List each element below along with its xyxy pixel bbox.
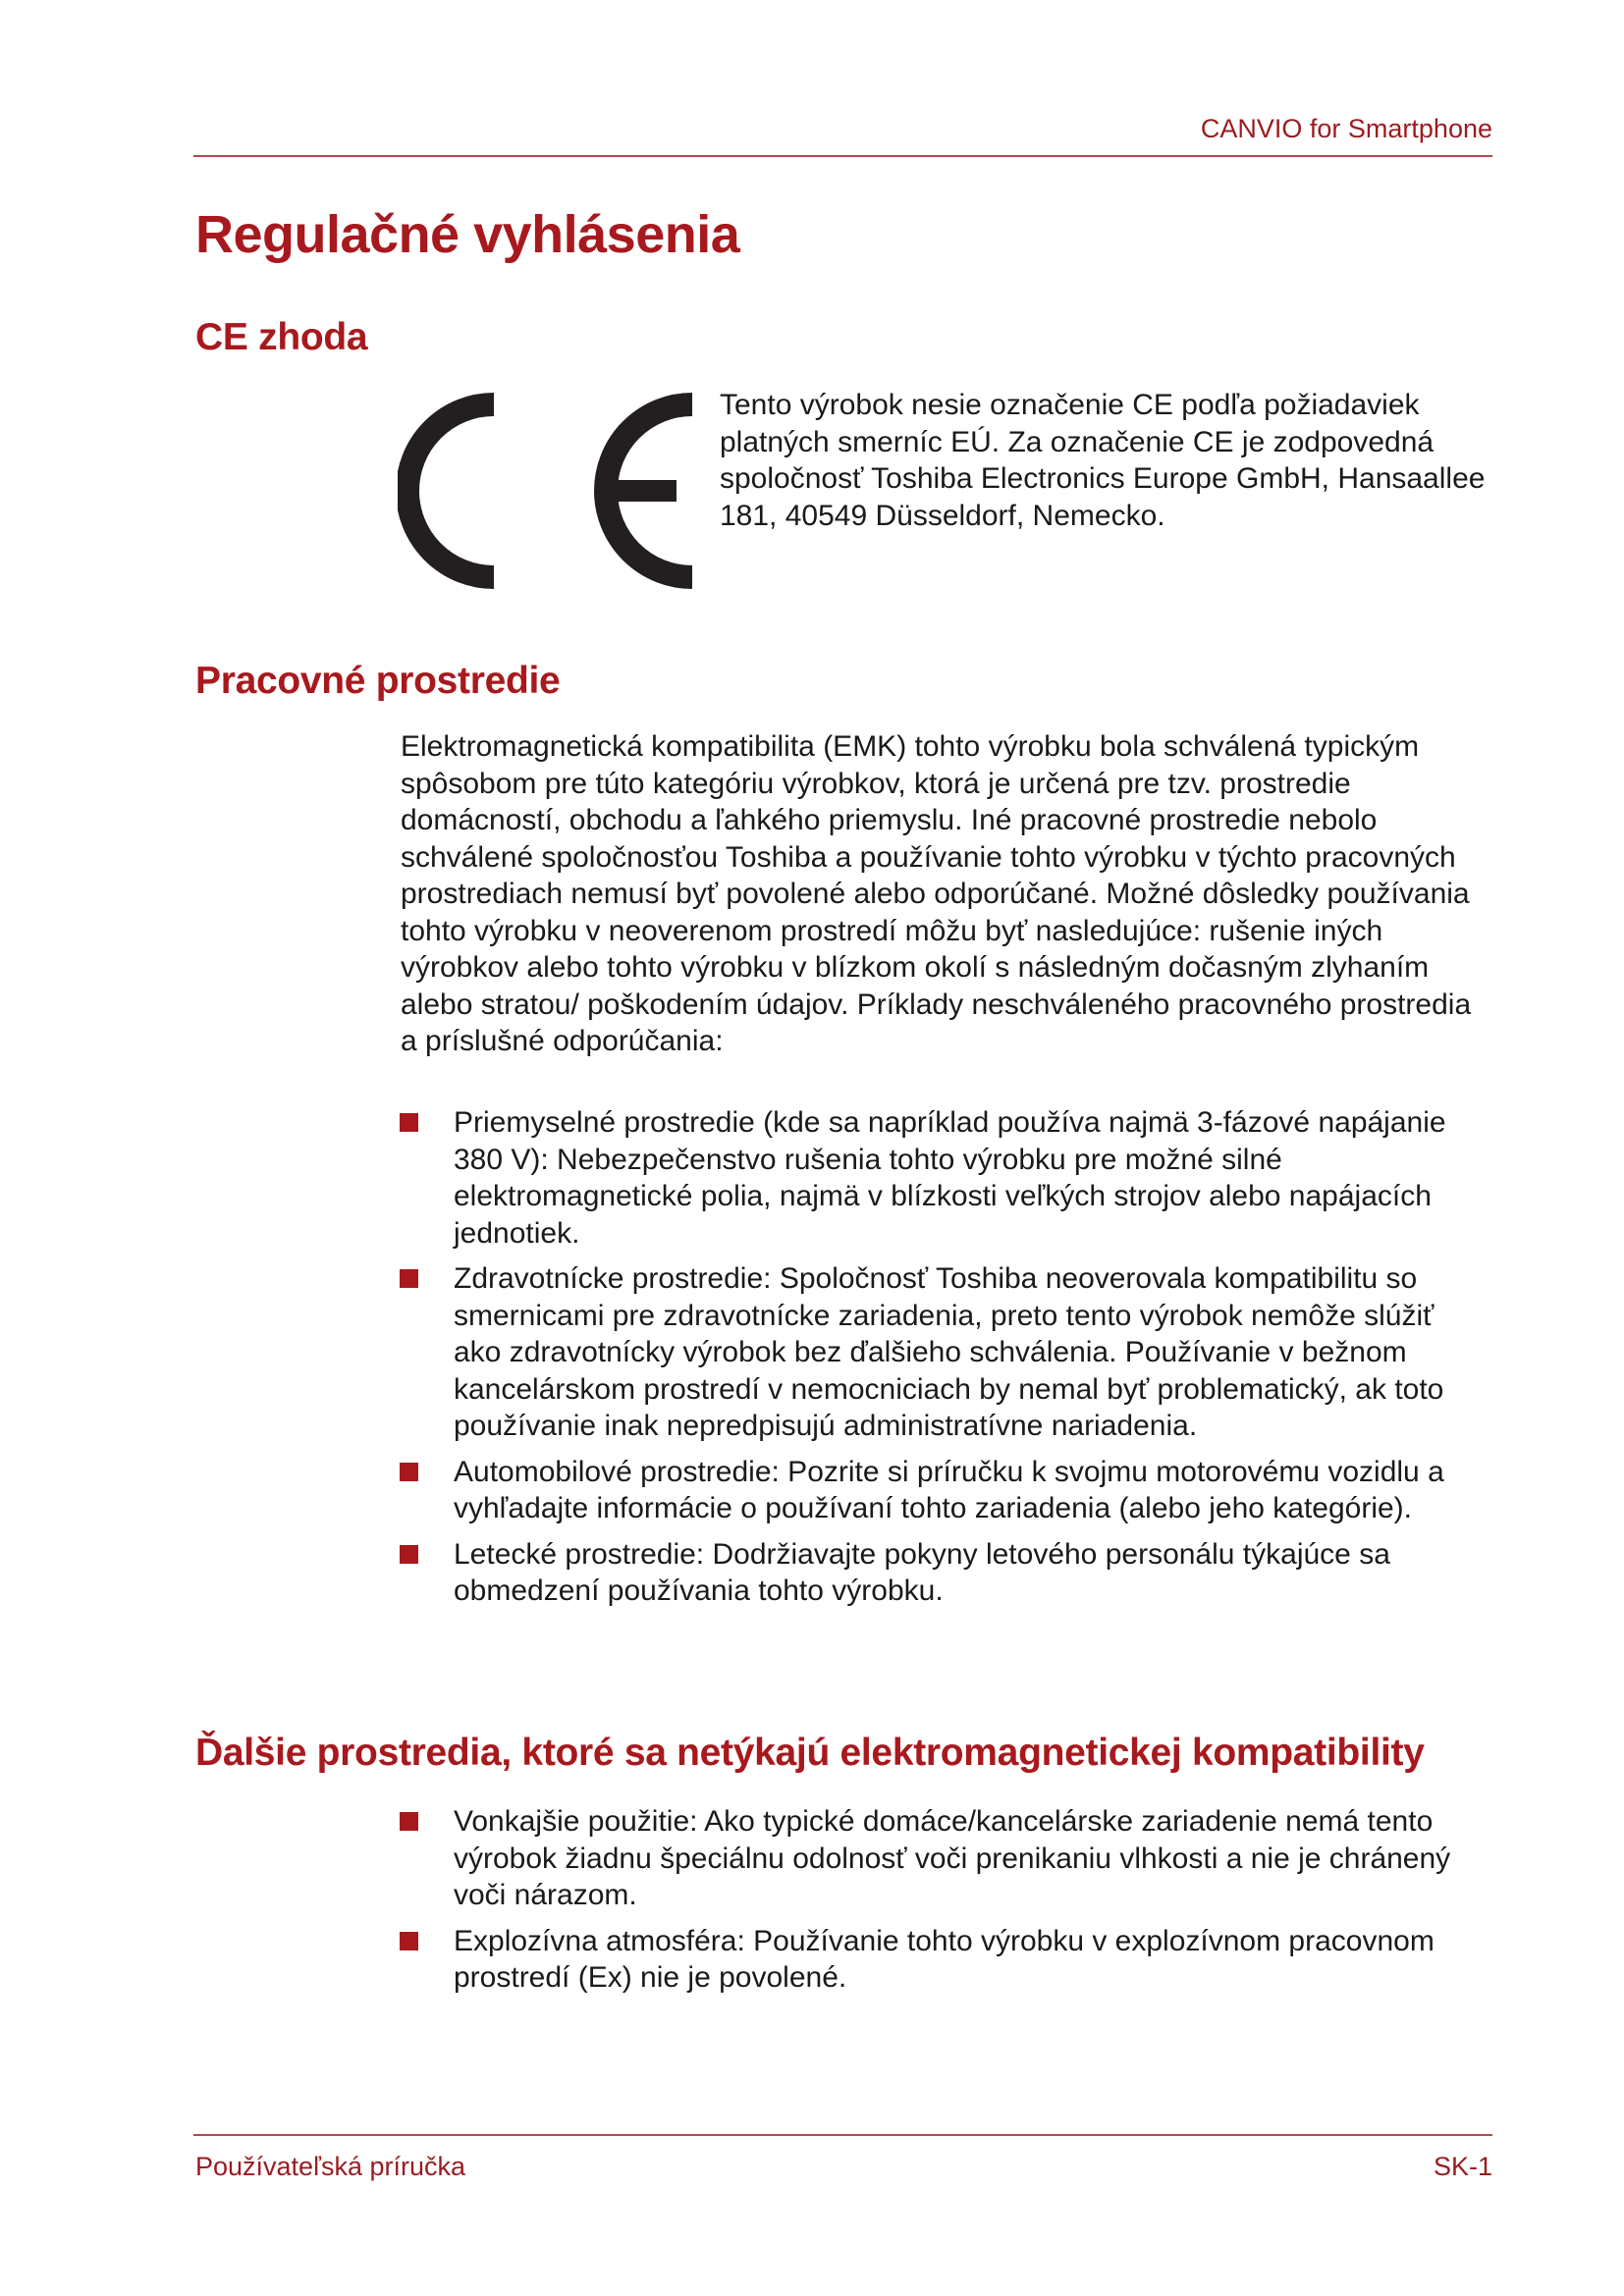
- work-env-heading: Pracovné prostredie: [195, 660, 561, 702]
- ce-heading: CE zhoda: [195, 316, 368, 358]
- work-env-intro: Elektromagnetická kompatibilita (EMK) tohto výrobku bola schválená typickým spôsobom pre túto kategóriu výrobkov, ktorá je určená pre tzv. prostredie domácností, obchodu a ľahkého priemyslu. Iné pracovné prostredie nebolo schválené spoločnosťou Toshiba a používanie tohto výrobku v týchto pracovných prostrediach nemusí byť povolené alebo odporúčané. Možné dôsledky používania tohto výrobku v neoverenom prostredí môžu byť nasledujúce: rušenie iných výrobkov alebo tohto výrobku v blízkom okolí s následným dočasným zlyhaním alebo stratou/ poškodením údajov. Príklady neschváleného pracovného prostredia a príslušné odporúčania:: [401, 730, 1472, 1057]
- list-item: [395, 1454, 1489, 1527]
- bullet-square-icon: [400, 1269, 418, 1288]
- page-number: SK-1: [1433, 2152, 1492, 2181]
- list-item: [395, 1536, 1489, 1610]
- bullet-square-icon: [400, 1463, 418, 1481]
- footer-guide-title: Používateľská príručka: [195, 2152, 465, 2181]
- bullet-square-icon: [400, 1545, 418, 1564]
- list-item-text: Automobilové prostredie: Pozrite si príručku k svojmu motorovému vozidlu a vyhľadajte informácie o používaní tohto zariadenia (alebo jeho kategórie).: [454, 1455, 1444, 1524]
- list-item-text: Letecké prostredie: Dodržiavajte pokyny letového personálu týkajúce sa obmedzení používania tohto výrobku.: [454, 1537, 1390, 1607]
- list-item: [395, 1104, 1489, 1252]
- running-header: CANVIO for Smartphone: [1200, 114, 1492, 143]
- list-item-text: Priemyselné prostredie (kde sa napríklad používa najmä 3-fázové napájanie 380 V): Nebezpečenstvo rušenia tohto výrobku pre možné silné elektromagnetické polia, najmä v blízkosti veľkých strojov alebo napájacích jednotiek.: [454, 1106, 1446, 1250]
- list-item-text: Zdravotnícke prostredie: Spoločnosť Toshiba neoverovala kompatibilitu so smernicami pre zdravotnícke zariadenia, preto tento výrobok nemôže slúžiť ako zdravotnícky výrobok bez ďalšieho schválenia. Používanie v bežnom kancelárskom prostredí v nemocniciach by nemal byť problematický, ak toto používanie inak nepredpisujú administratívne nariadenia.: [454, 1262, 1444, 1442]
- bullet-square-icon: [400, 1812, 418, 1831]
- header-rule: [193, 155, 1492, 157]
- list-item: [395, 1260, 1489, 1445]
- ce-mark-icon: [398, 393, 702, 589]
- bullet-square-icon: [400, 1113, 418, 1132]
- list-item-text: Vonkajšie použitie: Ako typické domáce/kancelárske zariadenie nemá tento výrobok žiadnu špeciálnu odolnosť voči prenikaniu vlhkosti a nie je chránený voči nárazom.: [454, 1805, 1451, 1911]
- bullet-square-icon: [400, 1932, 418, 1950]
- work-env-list: [395, 1104, 1489, 1619]
- other-env-heading: Ďalšie prostredia, ktoré sa netýkajú elektromagnetickej kompatibility: [195, 1732, 1425, 1774]
- ce-text: Tento výrobok nesie označenie CE podľa požiadaviek platných smerníc EÚ. Za označenie CE je zodpovedná spoločnosť Toshiba Electronics Europe GmbH, Hansaallee 181, 40549 Düsseldorf, Nemecko.: [720, 389, 1486, 532]
- list-item-text: Explozívna atmosféra: Používanie tohto výrobku v explozívnom pracovnom prostredí (Ex) nie je povolené.: [454, 1924, 1435, 1994]
- list-item: [395, 1803, 1489, 1914]
- list-item: [395, 1923, 1489, 1997]
- page-title: Regulačné vyhlásenia: [195, 205, 740, 264]
- other-env-list: [395, 1803, 1489, 2005]
- footer-rule: [193, 2134, 1492, 2136]
